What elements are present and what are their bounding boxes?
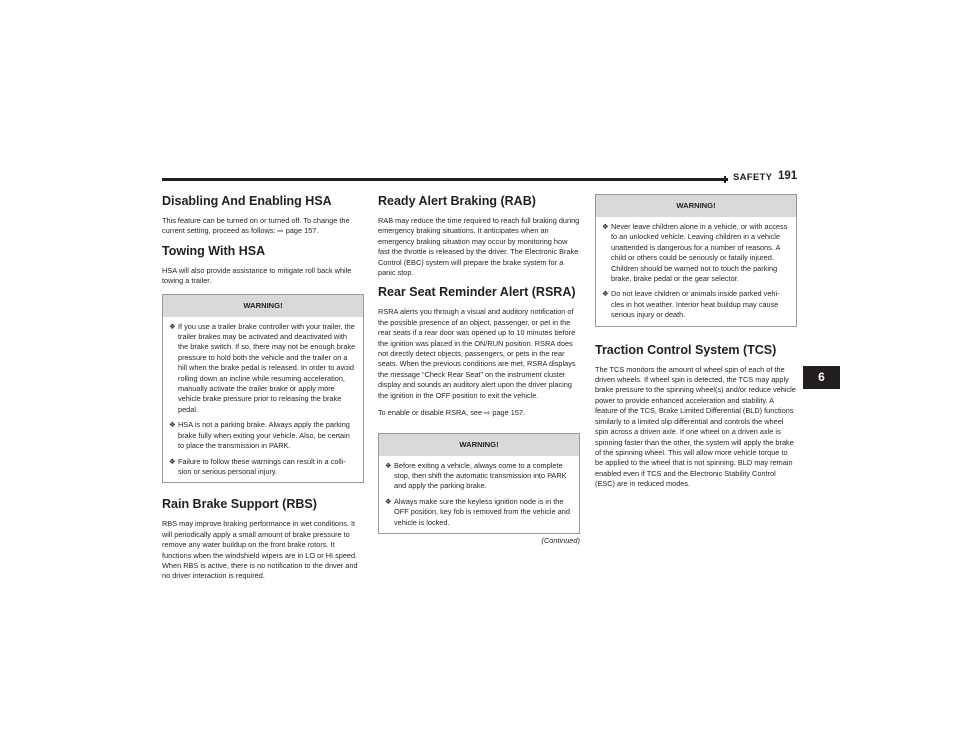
paragraph-ready-alert-braking: RAB may reduce the time required to reach full braking during emergency braking situations. It anticipates when an emergency braking situation may occur by monitoring how fast the throttle is released by the driver. The Electronic Brake Control (EBC) system will prepare the brake system for a panic stop. [378,216,580,278]
heading-rear-seat-reminder: Rear Seat Reminder Alert (RSRA) [378,285,576,300]
diamond-bullet-icon: ❖ [385,460,392,470]
warning-title: WARNING! [379,434,579,456]
paragraph-traction-control: The TCS monitors the amount of wheel spin of each of the driven wheels. If wheel spin is detected, the TCS may apply brake pressure to the spinning wheel(s) and/or reduce vehicle power to provide enhanced acceleration and stability. A feature of the TCS, Brake Limited Differential (BLD) functions similarly to a limited slip differential and controls the wheel spin across a driven axle. If one wheel on a driven axle is spinning faster than the other, the system will apply the brake of the spinning wheel. This will allow more vehicle torque to be applied to the wheel that is not spinning. BLD may remain enabled even if TCS and the Electronic Stability Control (ESC) are in reduced modes. [595,364,796,489]
warning-box-exiting-vehicle [378,433,580,534]
diamond-bullet-icon: ❖ [169,321,176,331]
heading-rain-brake-support: Rain Brake Support (RBS) [162,497,317,512]
column-left [162,194,364,582]
page-number: 191 [778,170,798,182]
paragraph-rsra-enable [378,408,580,418]
section-name: SAFETY [733,172,773,183]
paragraph-rsra-enable-text: To enable or disable RSRA, see [378,408,483,418]
diamond-bullet-icon: ❖ [169,456,176,466]
paragraph-rear-seat-reminder: RSRA alerts you through a visual and auditory notification of the possible presence of an object, passenger, or pet in the rear seats if a rear door was opened up to 10 minutes before the ignition was placed in the ON/RUN position. RSRA does not directly detect objects, passengers, or pets in the rear seats. When the previous conditions are met, RSRA displays the message “Check Rear Seat” on the instrument cluster display and sounds an auditory alert upon the driver placing the ignition in the OFF position to exit the vehicle. [378,307,576,400]
warning-item: ❖ Do not leave children or animals inside parked vehi-cles in hot weather. Interior heat buildup may cause serious injury or death. [602,289,780,320]
heading-traction-control: Traction Control System (TCS) [595,342,777,357]
heading-ready-alert-braking: Ready Alert Braking (RAB) [378,194,536,208]
diamond-bullet-icon: ❖ [385,496,392,506]
page-reference-arrow-icon: ⇨ [484,408,491,418]
warning-item: ❖ HSA is not a parking brake. Always apply the parking brake fully when exiting your vehicle. Also, be certain to place the transmission in PARK. [169,420,350,451]
column-middle [378,194,580,547]
diamond-bullet-icon: ❖ [169,420,176,430]
warning-item: ❖ Always make sure the keyless ignition node is in the OFF position, key fob is removed from the vehicle and vehicle is locked. [385,496,570,527]
warning-item: ❖ Before exiting a vehicle, always come to a complete stop, then shift the automatic transmission into PARK and apply the parking brake. [385,460,567,491]
paragraph-disabling-hsa [162,216,364,237]
chapter-tab: 6 [803,366,840,389]
page-reference-link[interactable]: page 157. [285,226,319,236]
warning-item: ❖ Never leave children alone in a vehicle, or with access to an unlocked vehicle. Leaving children in a vehicle unattended is dangerous for a number of reasons. A child or others could be seriously or fatally injured. Children should be warned not to touch the parking brake, brake pedal or the gear selector. [602,222,788,284]
warning-box-trailer [162,294,364,484]
diamond-bullet-icon: ❖ [602,289,609,299]
page-reference-link[interactable]: page 157. [492,408,526,418]
warning-title: WARNING! [596,195,796,217]
header-rule [162,178,728,181]
warning-item: ❖ Failure to follow these warnings can result in a colli-sion or serious personal injury. [169,456,346,476]
heading-towing-hsa: Towing With HSA [162,243,266,258]
warning-title: WARNING! [163,295,363,317]
header-rule-divider [724,176,726,183]
warning-item: ❖ If you use a trailer brake controller with your trailer, the trailer brakes may be activated and deactivated with the brake switch. If so, there may not be enough brake pressure to hold both the vehicle and the trailer on a hill when the brake pedal is released. In order to avoid rolling down an incline while resuming acceleration, manually activate the trailer brake or apply more vehicle brake pressure prior to releasing the brake pedal. [169,321,356,414]
heading-disabling-hsa: Disabling And Enabling HSA [162,194,332,208]
paragraph-rain-brake-support: RBS may improve braking performance in wet conditions. It will periodically apply a small amount of brake pressure to remove any water buildup on the front brake rotors. It functions when the windshield wipers are in LO or HI speed. When RBS is active, there is no notification to the driver and no driver interaction is required. [162,519,358,581]
column-right [595,194,797,490]
warning-box-children [595,194,797,327]
continued-label: (Continued) [541,535,580,545]
page-reference-arrow-icon: ⇨ [277,226,284,236]
paragraph-towing-hsa: HSA will also provide assistance to mitigate roll back while towing a trailer. [162,265,352,286]
diamond-bullet-icon: ❖ [602,222,609,231]
paragraph-disabling-hsa-text: This feature can be turned on or turned off. To change the current setting, proceed as follows: [162,216,350,236]
